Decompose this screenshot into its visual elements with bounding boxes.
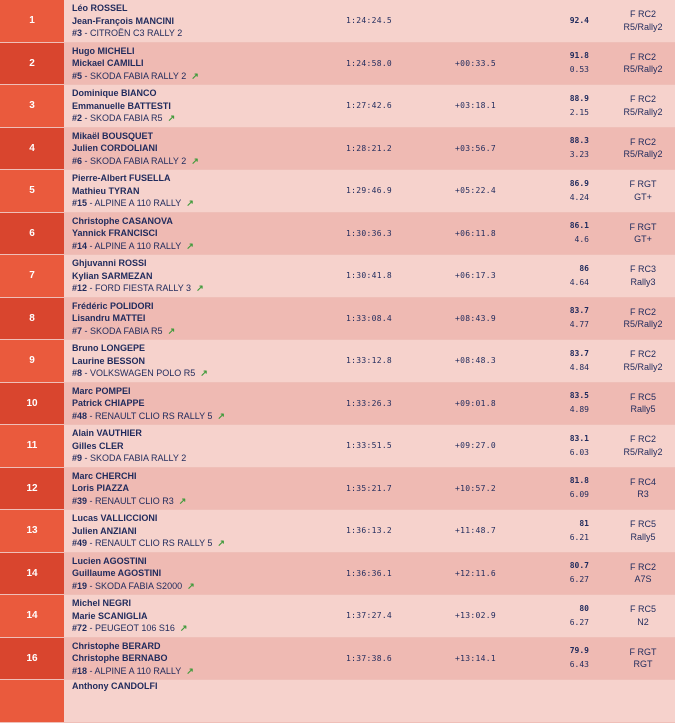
gap-to-leader: +06:11.8	[455, 228, 496, 238]
trend-up-icon: ↗	[191, 70, 199, 81]
stage-time: 1:36:13.2	[346, 526, 393, 536]
trend-up-icon: ↗	[191, 155, 199, 166]
stage-time: 1:24:58.0	[346, 58, 393, 68]
speed-diff: 4.89	[569, 405, 589, 415]
car-model: RENAULT CLIO R3	[95, 495, 174, 506]
class-group: F RC2	[629, 9, 656, 20]
car-info: #72 - PEUGEOT 106 S16 ↗	[72, 623, 188, 633]
average-speed: 83.1	[569, 433, 589, 443]
trend-up-icon: ↗	[167, 113, 176, 123]
speed-diff: 4.84	[569, 362, 589, 372]
class-cell	[612, 255, 674, 297]
position-cell: 8	[0, 298, 64, 340]
driver-name: Marc CHERCHI	[72, 470, 137, 481]
stage-time: 1:28:21.2	[346, 143, 393, 153]
class-cell	[612, 298, 674, 340]
gap-to-leader: +13:02.9	[455, 611, 496, 621]
driver-name: Michel NEGRI	[72, 598, 132, 608]
stage-time: 1:33:12.8	[346, 356, 393, 366]
class-group: F RC4	[629, 476, 656, 487]
speed-cell	[570, 255, 589, 297]
driver-name: Ghjuvanni ROSSI	[72, 258, 147, 268]
result-row[interactable]	[0, 298, 675, 341]
result-row[interactable]	[0, 43, 675, 86]
car-info: #3 - CITROËN C3 RALLY 2	[72, 28, 183, 38]
average-speed: 91.8	[569, 51, 589, 61]
class-category: A7S	[634, 574, 652, 585]
class-cell	[612, 43, 674, 85]
class-category: R5/Rally2	[623, 21, 663, 32]
crew-cell	[72, 170, 332, 212]
trend-up-icon: ↗	[217, 538, 225, 548]
car-number: #8	[72, 368, 83, 378]
speed-cell	[570, 383, 589, 425]
result-row[interactable]	[0, 595, 675, 638]
class-group: F RC2	[629, 306, 656, 317]
codriver-name: Yannick FRANCISCI	[72, 228, 158, 238]
average-speed: 86.9	[569, 178, 589, 188]
car-model: PEUGEOT 106 S16	[95, 623, 175, 633]
trend-up-icon: ↗	[178, 495, 187, 506]
average-speed: 92.4	[569, 15, 589, 25]
car-number: #19	[72, 580, 88, 591]
codriver-name: Emmanuelle BATTESTI	[72, 100, 171, 111]
trend-up-icon: ↗	[217, 410, 225, 421]
car-model: SKODA FABIA R5	[90, 113, 163, 123]
position-cell: 12	[0, 468, 64, 510]
result-row[interactable]	[0, 213, 675, 256]
class-category: GT+	[634, 234, 652, 245]
car-number: #2	[72, 113, 83, 123]
speed-cell	[570, 43, 589, 85]
speed-cell	[570, 85, 589, 127]
car-info: #5 - SKODA FABIA RALLY 2 ↗	[72, 70, 199, 81]
average-speed: 86.1	[569, 221, 589, 231]
driver-name: Mikaël BOUSQUET	[72, 130, 154, 141]
class-cell	[612, 553, 674, 595]
result-row[interactable]	[0, 553, 675, 596]
stage-time: 1:37:27.4	[346, 611, 393, 621]
car-info: #48 - RENAULT CLIO RS RALLY 5 ↗	[72, 410, 225, 421]
car-info: #49 - RENAULT CLIO RS RALLY 5 ↗	[72, 538, 225, 548]
car-info: #18 - ALPINE A 110 RALLY ↗	[72, 665, 194, 676]
class-group: F RC2	[629, 349, 656, 360]
position-cell: 1	[0, 0, 64, 42]
gap-to-leader: +08:48.3	[455, 356, 496, 366]
car-number: #7	[72, 325, 83, 336]
speed-cell	[570, 553, 589, 595]
class-category: R5/Rally2	[623, 446, 663, 457]
crew-cell	[72, 340, 332, 382]
car-info: #12 - FORD FIESTA RALLY 3 ↗	[72, 283, 204, 293]
driver-name: Christophe BERARD	[72, 640, 161, 651]
class-group: F RC2	[629, 94, 656, 105]
position-cell: 16	[0, 638, 64, 680]
speed-cell	[570, 128, 589, 170]
gap-to-leader: +05:22.4	[455, 186, 496, 196]
class-group: F RC5	[629, 391, 656, 402]
result-row[interactable]	[0, 255, 675, 298]
stage-time: 1:33:26.3	[346, 398, 393, 408]
driver-name: Marc POMPEI	[72, 385, 131, 396]
speed-diff: 6.09	[569, 490, 589, 500]
codriver-name: Marie SCANIGLIA	[72, 610, 148, 621]
codriver-name: Christophe BERNABO	[72, 653, 168, 663]
driver-name: Pierre-Albert FUSELLA	[72, 173, 171, 183]
crew-cell	[72, 553, 332, 595]
car-model: SKODA FABIA RALLY 2	[90, 155, 187, 166]
car-info: #9 - SKODA FABIA RALLY 2	[72, 453, 187, 463]
car-info: #15 - ALPINE A 110 RALLY ↗	[72, 198, 194, 208]
class-group: F RC5	[629, 604, 656, 615]
speed-diff: 6.21	[569, 532, 589, 542]
trend-up-icon: ↗	[186, 198, 194, 208]
class-group: F RC2	[629, 51, 656, 62]
class-group: F RC3	[629, 264, 656, 275]
car-info: #8 - VOLKSWAGEN POLO R5 ↗	[72, 368, 208, 378]
speed-cell	[570, 213, 589, 255]
driver-name: Léo ROSSEL	[72, 3, 128, 13]
crew-cell	[72, 85, 332, 127]
trend-up-icon: ↗	[179, 623, 188, 633]
driver-name: Alain VAUTHIER	[72, 428, 142, 438]
speed-cell	[570, 170, 589, 212]
speed-cell	[570, 298, 589, 340]
driver-name: Bruno LONGEPE	[72, 343, 146, 353]
class-cell	[612, 383, 674, 425]
position-cell: 6	[0, 213, 64, 255]
class-category: Rally3	[630, 276, 656, 287]
car-model: SKODA FABIA RALLY 2	[90, 453, 187, 463]
average-speed: 81	[579, 518, 589, 528]
gap-to-leader: +11:48.7	[455, 526, 496, 536]
position-cell: 3	[0, 85, 64, 127]
car-number: #15	[72, 198, 88, 208]
codriver-name: Gilles CLER	[72, 440, 124, 451]
driver-name: Dominique BIANCO	[72, 88, 157, 98]
crew-cell	[72, 255, 332, 297]
trend-up-icon: ↗	[186, 240, 194, 251]
car-info: #14 - ALPINE A 110 RALLY ↗	[72, 240, 194, 251]
codriver-name: Loris PIAZZA	[72, 483, 130, 493]
car-model: RENAULT CLIO RS RALLY 5	[95, 410, 213, 421]
speed-diff: 6.03	[569, 447, 589, 457]
crew-cell	[72, 425, 332, 467]
average-speed: 88.3	[569, 136, 589, 146]
class-cell	[612, 213, 674, 255]
speed-diff: 4.64	[569, 277, 589, 287]
speed-diff: 4.77	[569, 320, 589, 330]
stage-time: 1:36:36.1	[346, 568, 393, 578]
stage-time: 1:24:24.5	[346, 16, 393, 26]
gap-to-leader: +12:11.6	[455, 568, 496, 578]
gap-to-leader: +09:27.0	[455, 441, 496, 451]
class-cell	[612, 340, 674, 382]
result-row[interactable]	[0, 510, 675, 553]
codriver-name: Kylian SARMEZAN	[72, 270, 153, 281]
stage-time: 1:35:21.7	[346, 483, 393, 493]
codriver-name: Mathieu TYRAN	[72, 185, 140, 196]
car-info: #7 - SKODA FABIA R5 ↗	[72, 325, 176, 336]
car-number: #72	[72, 623, 88, 633]
average-speed: 81.8	[569, 476, 589, 486]
codriver-name: Mickael CAMILLI	[72, 58, 144, 68]
codriver-name: Patrick CHIAPPE	[72, 398, 145, 408]
class-cell	[612, 638, 674, 680]
car-info: #19 - SKODA FABIA S2000 ↗	[72, 580, 195, 591]
driver-name: Hugo MICHELI	[72, 45, 135, 56]
gap-to-leader: +08:43.9	[455, 313, 496, 323]
result-row-partial[interactable]	[0, 680, 675, 723]
crew-cell	[72, 128, 332, 170]
class-cell	[612, 85, 674, 127]
speed-cell	[570, 0, 589, 42]
car-number: #48	[72, 410, 88, 421]
class-group: F RGT	[629, 221, 657, 232]
crew-cell	[72, 298, 332, 340]
car-model: ALPINE A 110 RALLY	[94, 240, 182, 251]
class-category: GT+	[634, 191, 652, 202]
car-number: #6	[72, 155, 83, 166]
crew-cell	[72, 0, 332, 42]
crew-cell	[72, 43, 332, 85]
position-cell: 4	[0, 128, 64, 170]
trend-up-icon: ↗	[196, 283, 204, 293]
result-row[interactable]	[0, 425, 675, 468]
class-category: RGT	[633, 659, 653, 670]
speed-cell	[570, 425, 589, 467]
codriver-name: Julien CORDOLIANI	[72, 143, 158, 153]
car-model: ALPINE A 110 RALLY	[94, 198, 182, 208]
class-category: Rally5	[630, 404, 656, 415]
crew-cell	[72, 510, 332, 552]
trend-up-icon: ↗	[187, 580, 195, 591]
class-cell	[612, 0, 674, 42]
car-model: SKODA FABIA R5	[90, 325, 163, 336]
gap-to-leader: +10:57.2	[455, 483, 496, 493]
car-model: SKODA FABIA S2000	[95, 580, 183, 591]
result-row[interactable]	[0, 383, 675, 426]
class-group: F RC2	[629, 136, 656, 147]
gap-to-leader: +03:56.7	[455, 143, 496, 153]
class-category: R3	[637, 489, 649, 500]
class-cell	[612, 128, 674, 170]
class-category: R5/Rally2	[623, 361, 663, 372]
speed-cell	[570, 638, 589, 680]
position-cell: 2	[0, 43, 64, 85]
car-number: #9	[72, 453, 83, 463]
car-number: #49	[72, 538, 88, 548]
average-speed: 79.9	[569, 646, 589, 656]
result-row[interactable]	[0, 638, 675, 681]
car-number: #5	[72, 70, 83, 81]
result-row[interactable]	[0, 85, 675, 128]
crew-cell	[72, 468, 332, 510]
driver-name: Lucien AGOSTINI	[72, 555, 147, 566]
class-cell	[612, 425, 674, 467]
trend-up-icon: ↗	[200, 368, 208, 378]
class-category: R5/Rally2	[623, 64, 663, 75]
result-row[interactable]	[0, 340, 675, 383]
stage-time: 1:30:41.8	[346, 271, 393, 281]
car-model: ALPINE A 110 RALLY	[94, 665, 182, 676]
stage-time: 1:29:46.9	[346, 186, 393, 196]
class-group: F RGT	[629, 179, 657, 190]
position-cell: 10	[0, 383, 64, 425]
result-row[interactable]	[0, 128, 675, 171]
result-row[interactable]	[0, 170, 675, 213]
car-number: #14	[72, 240, 88, 251]
speed-cell	[570, 595, 589, 637]
position-cell: 5	[0, 170, 64, 212]
speed-cell	[570, 510, 589, 552]
gap-to-leader: +03:18.1	[455, 101, 496, 111]
codriver-name: Laurine BESSON	[72, 355, 146, 366]
crew-cell	[72, 383, 332, 425]
gap-to-leader: +00:33.5	[455, 58, 496, 68]
speed-cell	[570, 468, 589, 510]
car-info: #39 - RENAULT CLIO R3 ↗	[72, 495, 187, 506]
codriver-name: Lisandru MATTEI	[72, 313, 146, 323]
car-number: #12	[72, 283, 88, 293]
crew-cell	[72, 638, 332, 680]
speed-cell	[570, 340, 589, 382]
speed-diff: 2.15	[569, 107, 589, 117]
codriver-name: Jean-François MANCINI	[72, 15, 175, 26]
car-model: FORD FIESTA RALLY 3	[95, 283, 192, 293]
driver-name: Lucas VALLICCIONI	[72, 513, 158, 523]
driver-name: Anthony CANDOLFI	[72, 681, 158, 691]
average-speed: 80.7	[569, 561, 589, 571]
result-row[interactable]	[0, 468, 675, 511]
class-group: F RC2	[629, 561, 656, 572]
speed-diff: 4.24	[569, 192, 589, 202]
speed-diff: 6.27	[569, 575, 589, 585]
average-speed: 83.7	[569, 348, 589, 358]
class-cell	[612, 510, 674, 552]
stage-time: 1:27:42.6	[346, 101, 393, 111]
position-cell: 11	[0, 425, 64, 467]
driver-name: Frédéric POLIDORI	[72, 300, 154, 311]
speed-diff: 6.27	[569, 617, 589, 627]
average-speed: 86	[579, 263, 589, 273]
stage-time: 1:37:38.6	[346, 653, 393, 663]
class-category: Rally5	[630, 531, 656, 542]
car-model: VOLKSWAGEN POLO R5	[90, 368, 196, 378]
driver-name: Christophe CASANOVA	[72, 215, 173, 226]
average-speed: 83.5	[569, 391, 589, 401]
class-cell	[612, 595, 674, 637]
class-category: N2	[637, 616, 649, 627]
position-cell	[0, 680, 64, 722]
position-cell: 14	[0, 595, 64, 637]
car-number: #3	[72, 28, 83, 38]
class-group: F RC5	[629, 519, 656, 530]
codriver-name: Guillaume AGOSTINI	[72, 568, 162, 578]
position-cell: 7	[0, 255, 64, 297]
average-speed: 88.9	[569, 93, 589, 103]
class-category: R5/Rally2	[623, 149, 663, 160]
speed-diff: 3.23	[569, 150, 589, 160]
gap-to-leader: +13:14.1	[455, 653, 496, 663]
crew-cell	[72, 595, 332, 637]
speed-diff: 4.6	[574, 235, 589, 245]
class-cell	[612, 170, 674, 212]
car-info: #2 - SKODA FABIA R5 ↗	[72, 113, 176, 123]
speed-diff: 6.43	[569, 660, 589, 670]
position-cell: 13	[0, 510, 64, 552]
car-info: #6 - SKODA FABIA RALLY 2 ↗	[72, 155, 199, 166]
crew-cell	[72, 213, 332, 255]
average-speed: 83.7	[569, 306, 589, 316]
class-group: F RGT	[629, 646, 657, 657]
average-speed: 80	[579, 603, 589, 613]
class-category: R5/Rally2	[623, 106, 663, 117]
position-cell: 14	[0, 553, 64, 595]
gap-to-leader: +06:17.3	[455, 271, 496, 281]
car-number: #18	[72, 665, 88, 676]
class-group: F RC2	[629, 434, 656, 445]
trend-up-icon: ↗	[186, 665, 194, 676]
position-cell: 9	[0, 340, 64, 382]
result-row[interactable]	[0, 0, 675, 43]
speed-diff: 0.53	[569, 65, 589, 75]
car-number: #39	[72, 495, 88, 506]
gap-to-leader: +09:01.8	[455, 398, 496, 408]
car-model: RENAULT CLIO RS RALLY 5	[95, 538, 213, 548]
class-cell	[612, 468, 674, 510]
stage-time: 1:33:51.5	[346, 441, 393, 451]
stage-time: 1:30:36.3	[346, 228, 393, 238]
car-model: SKODA FABIA RALLY 2	[90, 70, 187, 81]
stage-time: 1:33:08.4	[346, 313, 393, 323]
codriver-name: Julien ANZIANI	[72, 525, 137, 536]
car-model: CITROËN C3 RALLY 2	[90, 28, 183, 38]
trend-up-icon: ↗	[167, 325, 176, 336]
class-category: R5/Rally2	[623, 319, 663, 330]
